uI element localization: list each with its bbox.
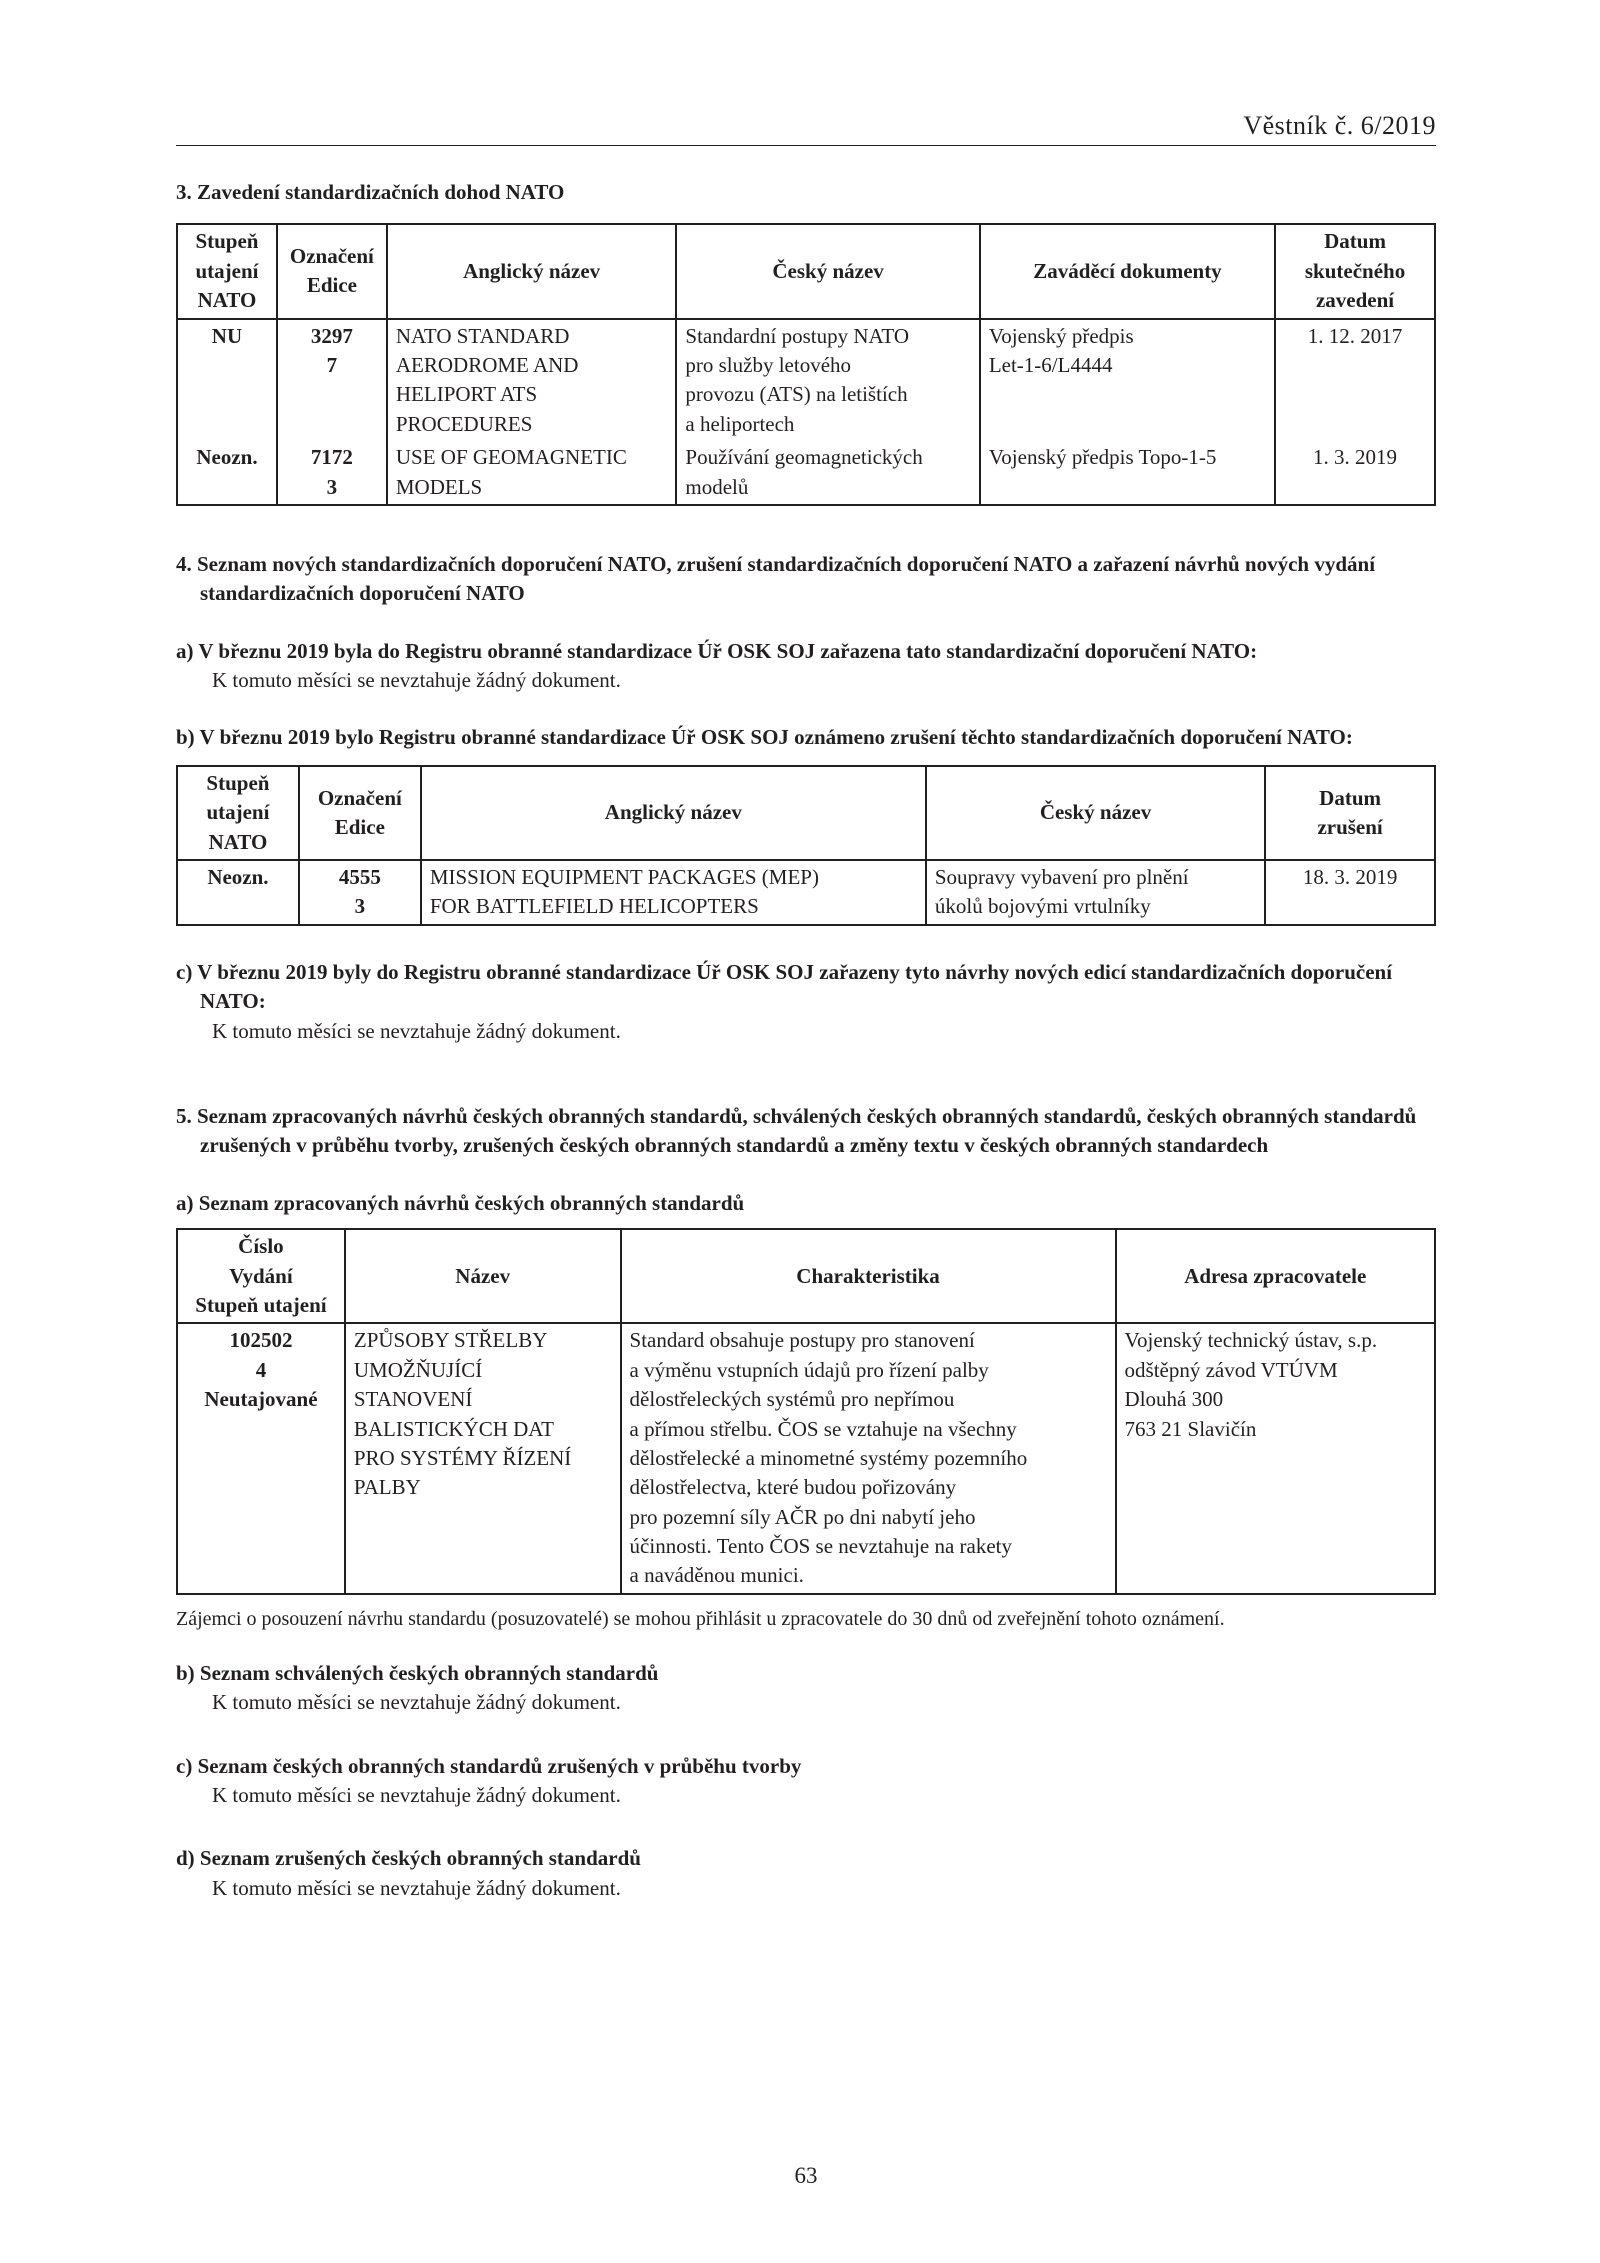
documents-cell: Vojenský předpis Let-1-6/L4444 (980, 319, 1275, 442)
czech-title-cell: Soupravy vybavení pro plnění úkolů bojovými vrtulníky (926, 860, 1265, 925)
column-header: Zaváděcí dokumenty (980, 224, 1275, 318)
column-header: Charakteristika (621, 1229, 1116, 1323)
standard-name-cell: ZPŮSOBY STŘELBY UMOŽŇUJÍCÍ STANOVENÍ BALISTICKÝCH DAT PRO SYSTÉMY ŘÍZENÍ PALBY (345, 1323, 621, 1594)
table-row (177, 1323, 1435, 1594)
section-5c-note: K tomuto měsíci se nevztahuje žádný dokument. (212, 1783, 621, 1808)
running-header: Věstník č. 6/2019 (1243, 111, 1436, 140)
date-cell: 1. 12. 2017 (1275, 319, 1435, 442)
english-title-cell: MISSION EQUIPMENT PACKAGES (MEP) FOR BATTLEFIELD HELICOPTERS (421, 860, 926, 925)
column-header: Adresa zpracovatele (1116, 1229, 1435, 1323)
content (176, 178, 1436, 1903)
section-4a-note: K tomuto měsíci se nevztahuje žádný dokument. (212, 668, 621, 693)
section-5d-title: d) Seznam zrušených českých obranných standardů (176, 1846, 641, 1871)
english-title-cell: USE OF GEOMAGNETIC MODELS (387, 441, 677, 505)
date-cell: 1. 3. 2019 (1275, 441, 1435, 505)
column-header: Český název (926, 766, 1265, 860)
czech-title-cell: Používání geomagnetických modelů (676, 441, 979, 505)
stanrec-cancellation-table (176, 765, 1436, 926)
documents-cell: Vojenský předpis Topo-1-5 (980, 441, 1275, 505)
designation-cell: 4555 3 (299, 860, 421, 925)
column-header: Stupeň utajení NATO (177, 766, 299, 860)
section-5a-title: a) Seznam zpracovaných návrhů českých obranných standardů (176, 1190, 745, 1215)
column-header: Anglický název (387, 224, 677, 318)
column-header: Datum skutečného zavedení (1275, 224, 1435, 318)
section-5d-note: K tomuto měsíci se nevztahuje žádný dokument. (212, 1875, 621, 1900)
czech-title-cell: Standardní postupy NATO pro služby letového provozu (ATS) na letištích a heliportech (676, 319, 979, 442)
column-header: Označení Edice (299, 766, 421, 860)
classification-cell: NU (177, 319, 277, 442)
section-4c-note: K tomuto měsíci se nevztahuje žádný dokument. (212, 1018, 621, 1043)
table-row (177, 860, 1435, 925)
designation-cell: 3297 7 (277, 319, 387, 442)
section-4-title: 4. Seznam nových standardizačních doporučení NATO, zrušení standardizačních doporučení NATO a zařazení návrhů nových vydání standardizačních doporučení NATO (176, 551, 1376, 606)
table-header-row (177, 1229, 1435, 1323)
section-5b-note: K tomuto měsíci se nevztahuje žádný dokument. (212, 1690, 621, 1715)
section-3-title: 3. Zavedení standardizačních dohod NATO (176, 180, 565, 204)
page-number: 63 (794, 2163, 818, 2188)
column-header: Datum zrušení (1265, 766, 1435, 860)
date-cell: 18. 3. 2019 (1265, 860, 1435, 925)
column-header: Anglický název (421, 766, 926, 860)
column-header: Číslo Vydání Stupeň utajení (177, 1229, 345, 1323)
classification-cell: Neozn. (177, 860, 299, 925)
table-row (177, 441, 1435, 505)
table-header-row (177, 766, 1435, 860)
cos-drafts-table (176, 1228, 1436, 1595)
section-5b-title: b) Seznam schválených českých obranných standardů (176, 1660, 659, 1685)
column-header: Označení Edice (277, 224, 387, 318)
english-title-cell: NATO STANDARD AERODROME AND HELIPORT ATS PROCEDURES (387, 319, 677, 442)
column-header: Stupeň utajení NATO (177, 224, 277, 318)
stanag-introduction-table (176, 223, 1436, 506)
section-4b-title: b) V březnu 2019 bylo Registru obranné standardizace Úř OSK SOJ oznámeno zrušení těchto standardizačních doporučení NATO: (176, 725, 1353, 750)
designation-cell: 7172 3 (277, 441, 387, 505)
classification-cell: Neozn. (177, 441, 277, 505)
section-5c-title: c) Seznam českých obranných standardů zrušených v průběhu tvorby (176, 1753, 802, 1778)
processor-address-cell: Vojenský technický ústav, s.p. odštěpný závod VTÚVM Dlouhá 300 763 21 Slavičín (1116, 1323, 1435, 1594)
header-rule (176, 145, 1436, 146)
section-4a-title: a) V březnu 2019 byla do Registru obranné standardizace Úř OSK SOJ zařazena tato standardizační doporučení NATO: (176, 638, 1258, 663)
column-header: Český název (676, 224, 979, 318)
table-row (177, 319, 1435, 442)
reviewers-footnote: Zájemci o posouzení návrhu standardu (posuzovatelé) se mohou přihlásit u zpracovatele do 30 dnů od zveřejnění tohoto oznámení. (176, 1607, 1225, 1630)
section-5-title: 5. Seznam zpracovaných návrhů českých obranných standardů, schválených českých obranných standardů, českých obranných standardů zrušených v průběhu tvorby, zrušených českých obranných standardů a změny textu v českých obranných standardech (176, 1103, 1417, 1158)
characteristics-cell: Standard obsahuje postupy pro stanovení a výměnu vstupních údajů pro řízení palby dělostřeleckých systémů pro nepřímou a přímou střelbu. ČOS se vztahuje na všechny dělostřelecké a minometné systémy pozemního dělostřelectva, které budou pořizovány pro pozemní síly AČR po dni nabytí jeho účinnosti. Tento ČOS se nevztahuje na rakety a naváděnou munici. (621, 1323, 1116, 1594)
standard-number-cell: 102502 4 Neutajované (177, 1323, 345, 1594)
column-header: Název (345, 1229, 621, 1323)
section-4c-title: c) V březnu 2019 byly do Registru obranné standardizace Úř OSK SOJ zařazeny tyto návrhy nových edicí standardizačních doporučení NATO: (176, 959, 1393, 1014)
table-header-row (177, 224, 1435, 318)
